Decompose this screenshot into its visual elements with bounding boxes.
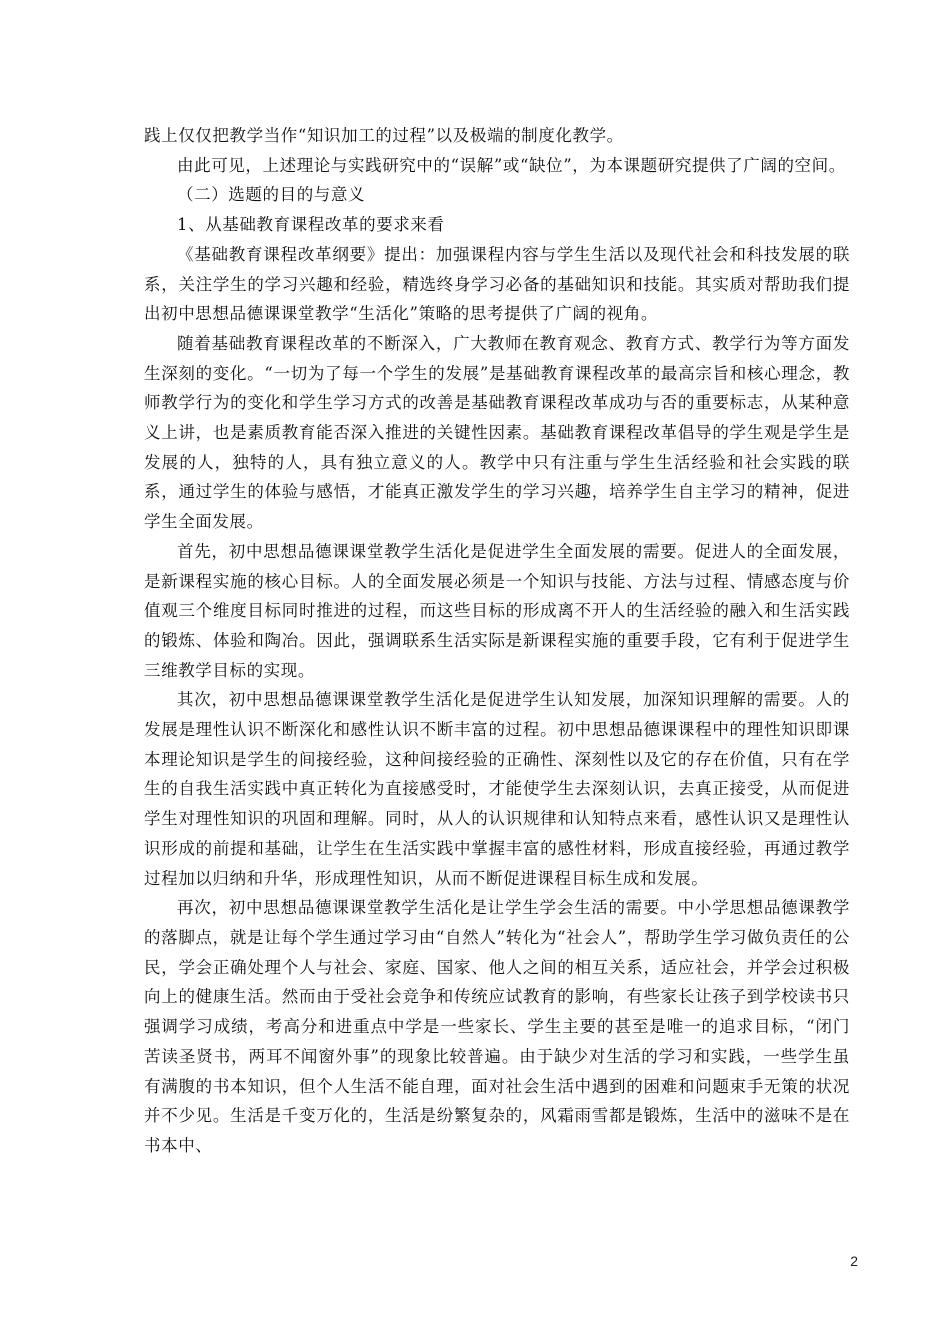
body-text	[144, 121, 850, 1161]
subsection-heading: 1、从基础教育课程改革的要求来看	[177, 215, 445, 235]
section-heading: （二）选题的目的与意义	[177, 185, 366, 205]
paragraph-reform: 随着基础教育课程改革的不断深入，广大教师在教育观念、教育方式、教学行为等方面发生深刻的变化。“一切为了每一个学生的发展”是基础教育课程改革的最高宗旨和核心理念，教师教学行为的变化和学生学习方式的改善是基础教育课程改革成功与否的重要标志，从某种意义上讲，也是素质教育能否深入推进的关键性因素。基础教育课程改革倡导的学生观是学生是发展的人，独特的人，具有独立意义的人。教学中只有注重与学生生活经验和社会实践的联系，通过学生的体验与感悟，才能真正激发学生的学习兴趣，培养学生自主学习的精神，促进学生全面发展。	[144, 333, 850, 532]
page-number: 2	[850, 1253, 858, 1269]
paragraph-continuation: 践上仅仅把教学当作“知识加工的过程”以及极端的制度化教学。	[144, 126, 624, 145]
paragraph-conclusion: 由此可见，上述理论与实践研究中的“误解”或“缺位”，为本课题研究提供了广阔的空间。	[177, 155, 846, 175]
paragraph-outline: 《基础教育课程改革纲要》提出：加强课程内容与学生生活以及现代社会和科技发展的联系，关注学生的学习兴趣和经验，精选终身学习必备的基础知识和技能。其实质对帮助我们提出初中思想品德课课堂教学“生活化”策略的思考提供了广阔的视角。	[144, 244, 850, 324]
paragraph-second: 其次，初中思想品德课课堂教学生活化是促进学生认知发展，加深知识理解的需要。人的发展是理性认识不断深化和感性认识不断丰富的过程。初中思想品德课课程中的理性知识即课本理论知识是学生的间接经验，这种间接经验的正确性、深刻性以及它的存在价值，只有在学生的自我生活实践中真正转化为直接感受时，才能使学生去深刻认识，去真正接受，从而促进学生对理性知识的巩固和理解。同时，从人的认识规律和认知特点来看，感性认识又是理性认识形成的前提和基础，让学生在生活实践中掌握丰富的感性材料，形成直接经验，再通过教学过程加以归纳和升华，形成理性知识，从而不断促进课程目标生成和发展。	[144, 690, 850, 888]
paragraph-third: 再次，初中思想品德课课堂教学生活化是让学生学会生活的需要。中小学思想品德课教学的落脚点，就是让每个学生通过学习由“自然人”转化为“社会人”，帮助学生学习做负责任的公民，学会正确处理个人与社会、家庭、国家、他人之间的相互关系，适应社会，并学会过积极向上的健康生活。然而由于受社会竞争和传统应试教育的影响，有些家长让孩子到学校读书只强调学习成绩，考高分和进重点中学是一些家长、学生主要的甚至是唯一的追求目标，“闭门苦读圣贤书，两耳不闻窗外事”的现象比较普遍。由于缺少对生活的学习和实践，一些学生虽有满腹的书本知识，但个人生活不能自理，面对社会生活中遇到的困难和问题束手无策的状况并不少见。生活是千变万化的，生活是纷繁复杂的，风霜雨雪都是锻炼，生活中的滋味不是在书本中、	[144, 898, 850, 1155]
paragraph-first: 首先，初中思想品德课课堂教学生活化是促进学生全面发展的需要。促进人的全面发展，是新课程实施的核心目标。人的全面发展必须是一个知识与技能、方法与过程、情感态度与价值观三个维度目标同时推进的过程，而这些目标的形成离不开人的生活经验的融入和生活实践的锻炼、体验和陶冶。因此，强调联系生活实际是新课程实施的重要手段，它有利于促进学生三维教学目标的实现。	[144, 541, 850, 680]
